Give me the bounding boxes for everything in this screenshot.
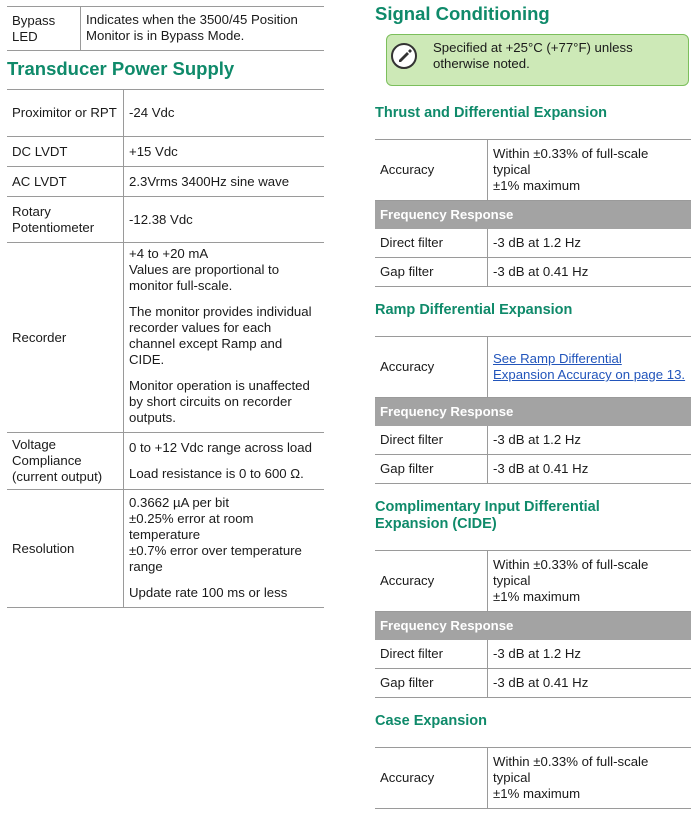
- table-row: [7, 90, 324, 137]
- subsection-title-thrust: Thrust and Differential Expansion: [375, 105, 608, 121]
- note-callout: [386, 34, 689, 86]
- bypass-led-table: [7, 6, 324, 51]
- band-label: Frequency Response: [375, 201, 691, 230]
- row-label: Accuracy: [375, 748, 488, 809]
- value-text: +4 to +20 mA Values are proportional to monitor full-scale.: [129, 246, 280, 293]
- row-value: [124, 243, 325, 433]
- table-row: [375, 455, 691, 484]
- row-value: Within ±0.33% of full-scale typical ±1% maximum: [488, 551, 692, 612]
- row-value: -3 dB at 1.2 Hz: [488, 229, 692, 258]
- transducer-power-supply-table: [7, 89, 324, 608]
- row-value: [488, 337, 692, 398]
- row-label: Accuracy: [375, 551, 488, 612]
- table-row: [375, 748, 691, 809]
- row-value: -3 dB at 1.2 Hz: [488, 426, 692, 455]
- row-label: Recorder: [7, 243, 124, 433]
- value-text: The monitor provides individual recorder values for each channel except Ramp and CIDE.: [129, 304, 312, 367]
- note-text: Specified at +25°C (+77°F) unless otherwise noted.: [433, 40, 633, 71]
- ramp-table: [375, 336, 691, 484]
- row-label: Direct filter: [375, 229, 488, 258]
- row-label: Gap filter: [375, 669, 488, 698]
- subsection-title-ramp: Ramp Differential Expansion: [375, 302, 573, 318]
- value-text: Monitor operation is unaffected by short circuits on recorder outputs.: [129, 378, 310, 425]
- table-band: [375, 612, 691, 641]
- table-row: [375, 551, 691, 612]
- value-text: 2.3Vrms 3400Hz sine wave: [129, 173, 290, 189]
- row-value: -3 dB at 0.41 Hz: [488, 669, 692, 698]
- row-label: Accuracy: [375, 140, 488, 201]
- value-text: 0 to +12 Vdc range across load: [129, 439, 312, 455]
- value-text: Update rate 100 ms or less: [129, 585, 288, 600]
- table-row: [375, 640, 691, 669]
- row-value: [124, 90, 325, 137]
- row-label: Direct filter: [375, 426, 488, 455]
- subsection-title-cide: Complimentary Input Differential Expansion (CIDE): [375, 499, 600, 532]
- row-value: -3 dB at 1.2 Hz: [488, 640, 692, 669]
- ramp-accuracy-link[interactable]: See Ramp Differential Expansion Accuracy on page 13.: [493, 351, 686, 382]
- table-row: [375, 258, 691, 287]
- table-row: [375, 669, 691, 698]
- table-row: [375, 140, 691, 201]
- row-value: [124, 490, 325, 608]
- row-value: Indicates when the 3500/45 Position Monitor is in Bypass Mode.: [81, 7, 325, 51]
- subsection-title-case-expansion: Case Expansion: [375, 713, 488, 729]
- pencil-icon: [391, 43, 417, 69]
- thrust-table: [375, 139, 691, 287]
- table-row: [7, 7, 324, 51]
- row-label: DC LVDT: [7, 137, 124, 167]
- row-value: Within ±0.33% of full-scale typical ±1% maximum: [488, 748, 692, 809]
- row-value: [124, 167, 325, 197]
- row-value: -3 dB at 0.41 Hz: [488, 258, 692, 287]
- row-label: Resolution: [7, 490, 124, 608]
- row-value: [124, 433, 325, 490]
- value-text: -24 Vdc: [129, 105, 175, 120]
- cide-table: [375, 550, 691, 698]
- table-row: [7, 137, 324, 167]
- row-value: [124, 197, 325, 243]
- row-value: Within ±0.33% of full-scale typical ±1% maximum: [488, 140, 692, 201]
- value-text: -12.38 Vdc: [129, 211, 193, 227]
- band-label: Frequency Response: [375, 398, 691, 427]
- value-text: 0.3662 µA per bit ±0.25% error at room temperature ±0.7% error over temperature range: [129, 495, 302, 574]
- row-label: Accuracy: [375, 337, 488, 398]
- row-value: -3 dB at 0.41 Hz: [488, 455, 692, 484]
- row-label: Proximitor or RPT: [7, 90, 124, 137]
- value-text: +15 Vdc: [129, 143, 178, 159]
- table-row: [7, 433, 324, 490]
- value-text: Load resistance is 0 to 600 Ω.: [129, 465, 304, 481]
- table-row: [375, 337, 691, 398]
- row-label: Bypass LED: [7, 7, 81, 51]
- section-title-signal-conditioning: Signal Conditioning: [375, 3, 550, 24]
- table-band: [375, 398, 691, 427]
- case-expansion-table: [375, 747, 691, 809]
- section-title-transducer-power-supply: Transducer Power Supply: [7, 58, 235, 79]
- band-label: Frequency Response: [375, 612, 691, 641]
- row-label: Gap filter: [375, 455, 488, 484]
- left-column: [7, 0, 324, 608]
- row-label: Gap filter: [375, 258, 488, 287]
- table-row: [7, 197, 324, 243]
- table-row: [7, 490, 324, 608]
- table-row: [375, 229, 691, 258]
- row-label: AC LVDT: [7, 167, 124, 197]
- row-label: Direct filter: [375, 640, 488, 669]
- table-row: [7, 243, 324, 433]
- table-row: [7, 167, 324, 197]
- row-label: Rotary Potentiometer: [7, 197, 124, 243]
- table-row: [375, 426, 691, 455]
- row-label: Voltage Compliance (current output): [7, 433, 124, 490]
- row-value: [124, 137, 325, 167]
- table-band: [375, 201, 691, 230]
